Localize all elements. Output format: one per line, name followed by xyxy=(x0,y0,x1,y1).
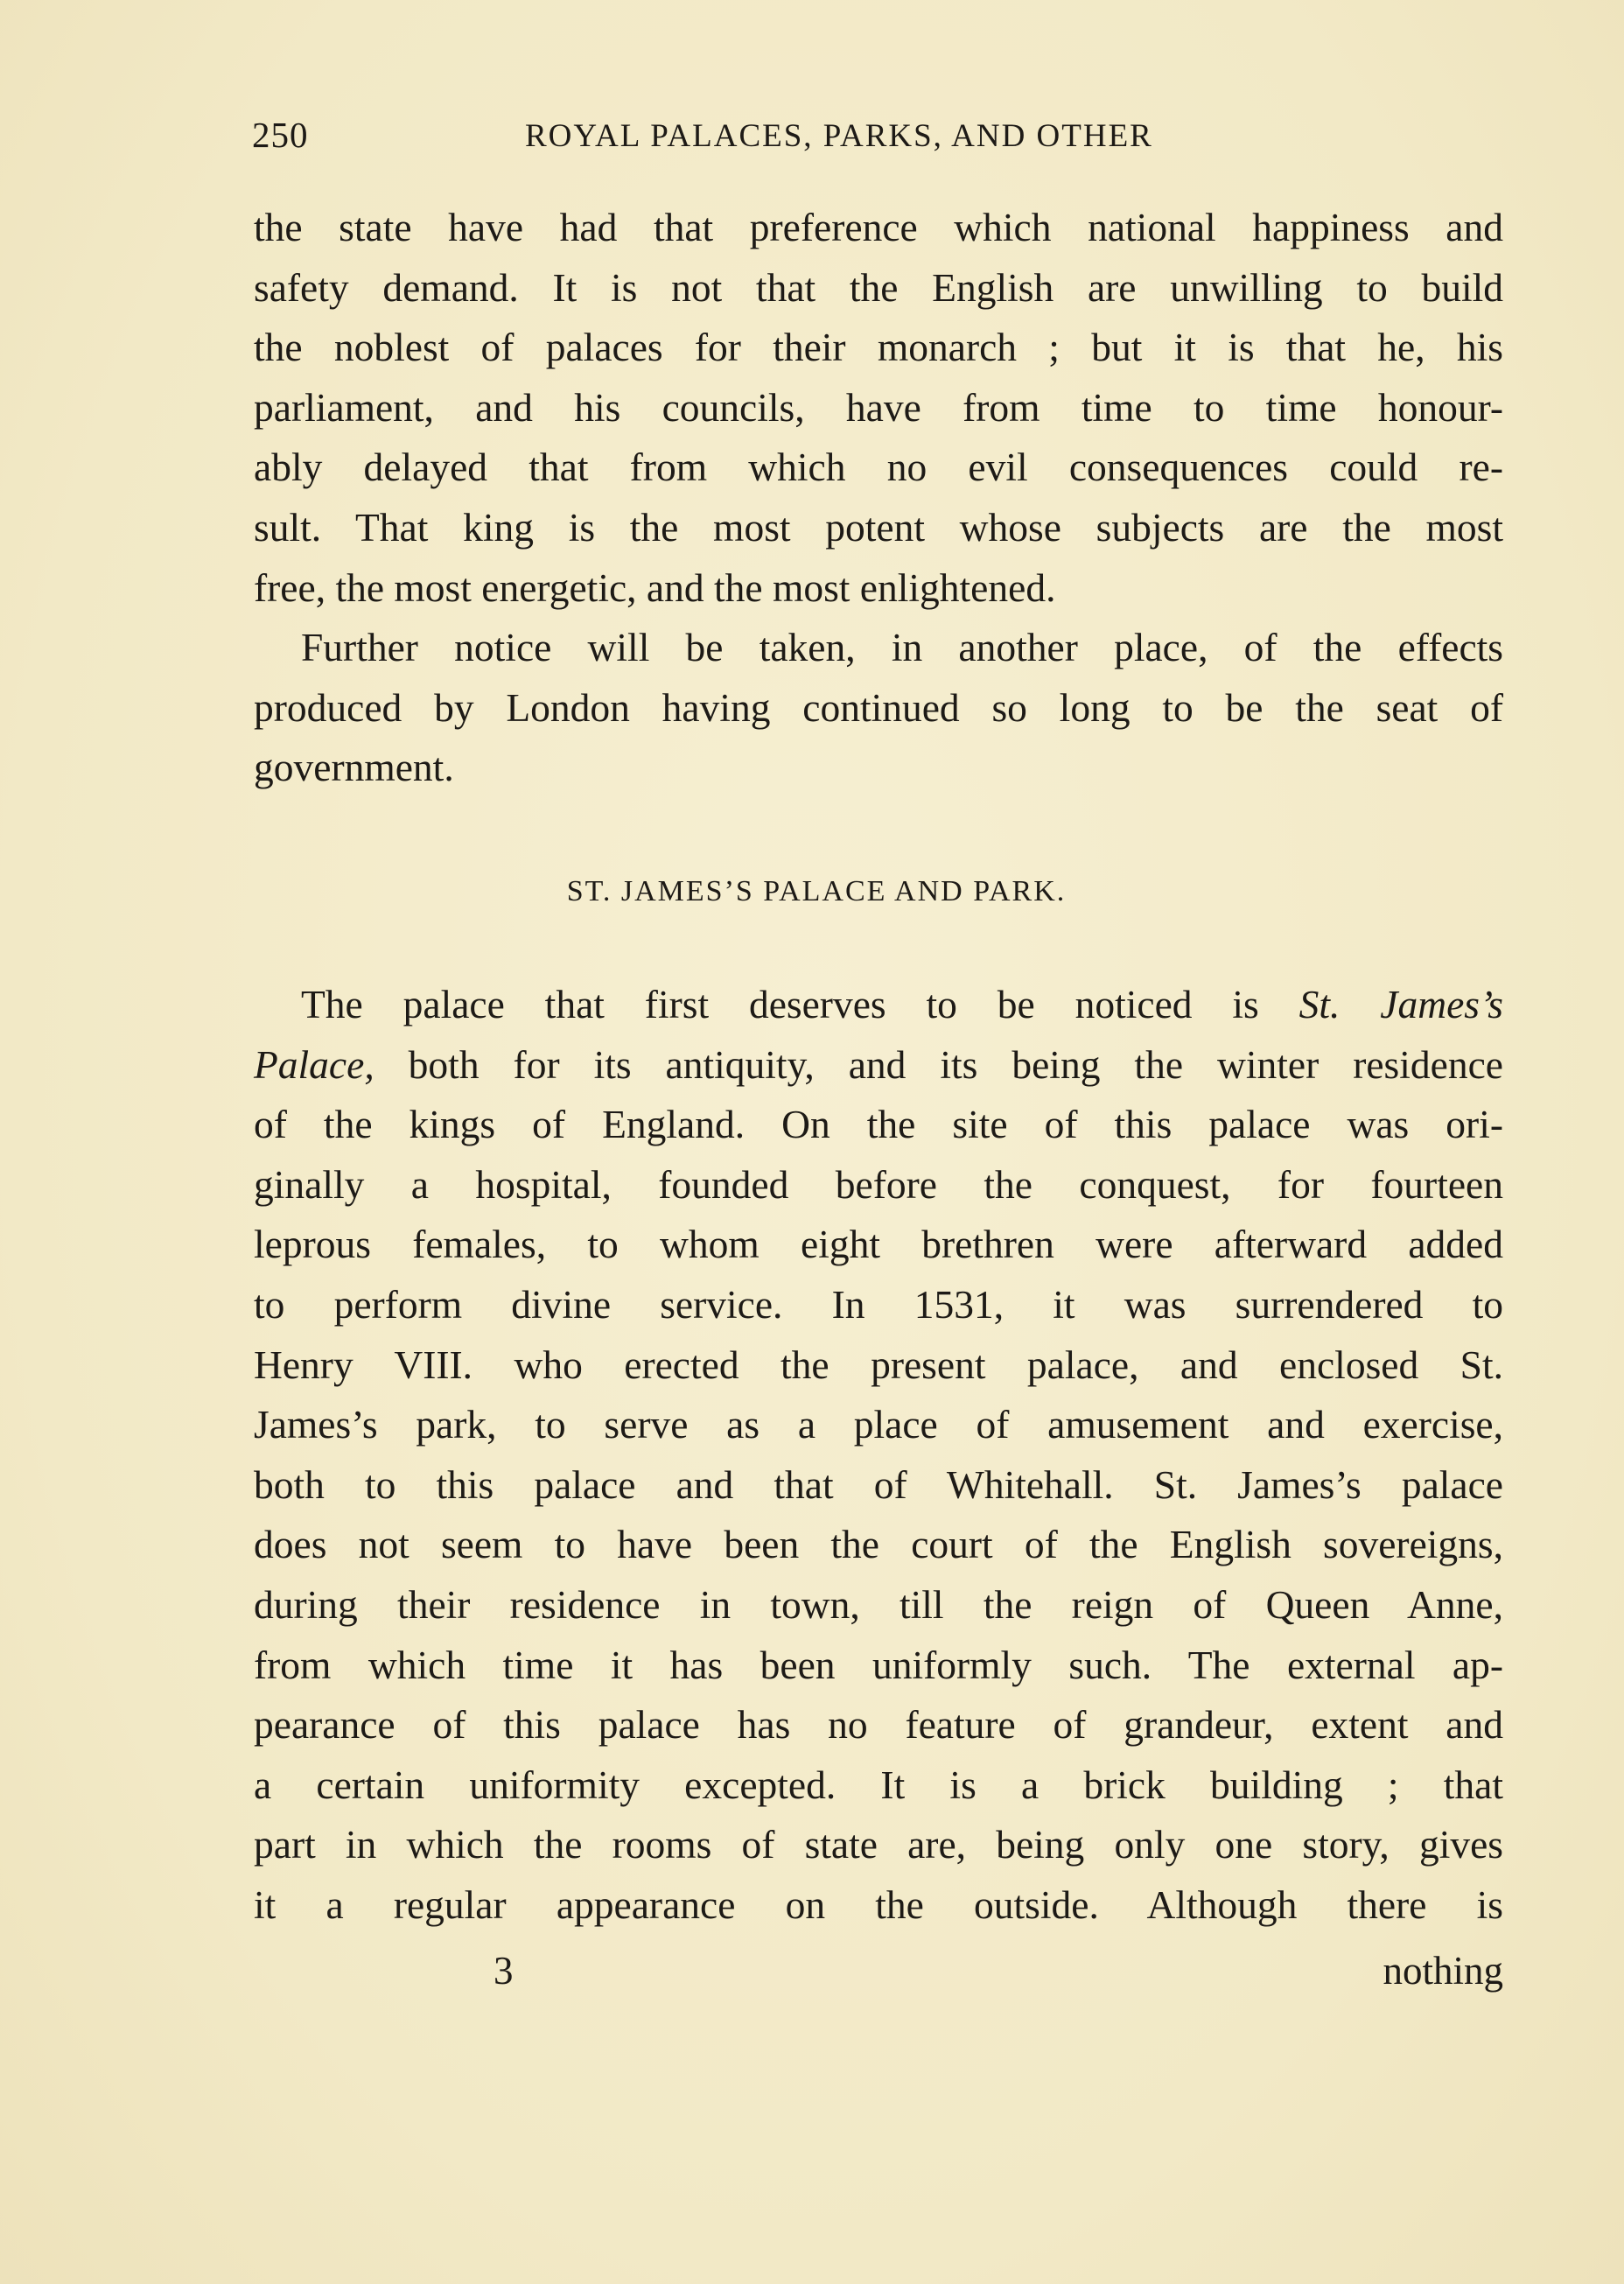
text-line: ginally a hospital, founded before the conquest, for fourteen xyxy=(254,1161,1503,1207)
text-line: safety demand. It is not that the English are unwilling to build xyxy=(254,264,1503,310)
paragraph-1 xyxy=(254,198,1503,618)
section-heading: ST. JAMES’S PALACE AND PARK. xyxy=(566,875,1067,907)
catchword: nothing xyxy=(1382,1949,1503,1993)
text-line: both to this palace and that of Whitehall. St. James’s palace xyxy=(254,1461,1503,1507)
text-line: the noblest of palaces for their monarch ; but it is that he, his xyxy=(254,325,1503,370)
italic-place-name: St. James’s xyxy=(1298,982,1504,1026)
text-line: from which time it has been uniformly such. The external ap- xyxy=(254,1642,1503,1687)
italic-place-name: Palace, xyxy=(254,1041,374,1087)
text-line: pearance of this palace has no feature of grandeur, extent and xyxy=(254,1702,1503,1748)
page-footer xyxy=(252,1948,1503,2000)
text-line: a certain uniformity excepted. It is a brick building ; that xyxy=(254,1762,1503,1807)
text-line xyxy=(254,975,1503,1035)
text-line: James’s park, to serve as a place of amusement and exercise, xyxy=(254,1402,1503,1447)
text-line: part in which the rooms of state are, being only one story, gives xyxy=(254,1822,1503,1867)
page-number: 250 xyxy=(252,115,309,155)
text-line: to perform divine service. In 1531, it was surrendered to xyxy=(254,1281,1503,1327)
text-line: ably delayed that from which no evil consequences could re- xyxy=(254,445,1503,490)
text-segment: both for its antiquity, and its being the winter residence xyxy=(374,1041,1503,1087)
text-line: parliament, and his councils, have from time to time honour- xyxy=(254,384,1503,430)
paragraph-3 xyxy=(254,975,1503,1936)
text-line: of the kings of England. On the site of this palace was ori- xyxy=(254,1102,1503,1147)
text-line: Further notice will be taken, in another place, of the effects xyxy=(301,625,1503,669)
text-line: government. xyxy=(254,745,454,790)
text-line: sult. That king is the most potent whose subjects are the most xyxy=(254,504,1503,550)
text-line: leprous females, to whom eight brethren were afterward added xyxy=(254,1222,1503,1267)
text-line: produced by London having continued so long to be the seat of xyxy=(254,684,1503,730)
running-head: ROYAL PALACES, PARKS, AND OTHER xyxy=(525,118,1153,154)
text-line: does not seem to have been the court of the English sovereigns, xyxy=(254,1522,1503,1567)
text-line xyxy=(254,1035,1503,1096)
paragraph-2 xyxy=(254,618,1503,798)
text-line: during their residence in town, till the reign of Queen Anne, xyxy=(254,1581,1503,1627)
text-line: the state have had that preference which national happiness and xyxy=(254,205,1503,249)
text-line: free, the most energetic, and the most enlightened. xyxy=(254,564,1056,610)
text-segment: The palace that first deserves to be noticed is xyxy=(301,982,1259,1026)
text-line: Henry VIII. who erected the present palace, and enclosed St. xyxy=(254,1342,1503,1387)
page-header xyxy=(252,114,1494,166)
signature-mark: 3 xyxy=(494,1949,514,1993)
text-line: it a regular appearance on the outside. Although there is xyxy=(254,1881,1503,1927)
